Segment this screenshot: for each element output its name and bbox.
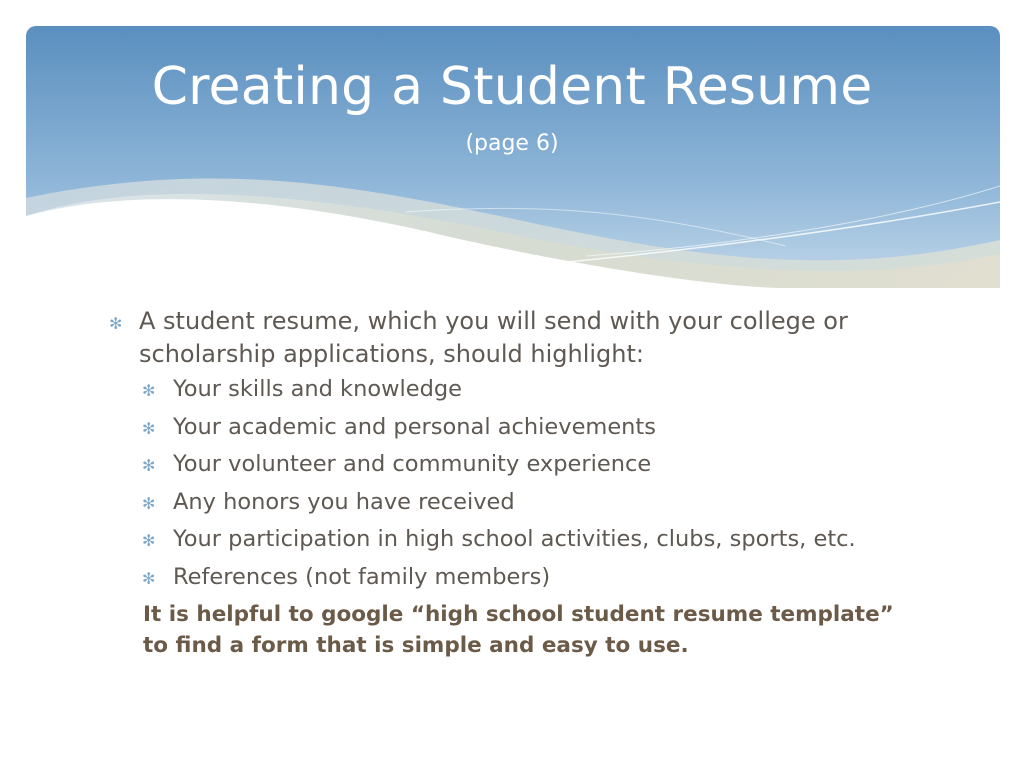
- sub-bullet-text: Your participation in high school activities, clubs, sports, etc.: [173, 526, 856, 552]
- sub-bullet: [105, 409, 935, 447]
- sub-bullet: [105, 559, 935, 597]
- sub-bullet: [105, 484, 935, 522]
- asterisk-bullet-icon: ✻: [142, 531, 156, 550]
- sub-bullet-text: Your volunteer and community experience: [173, 451, 652, 477]
- sub-bullet: [105, 446, 935, 484]
- sub-bullet-text: References (not family members): [173, 563, 551, 590]
- asterisk-bullet-icon: ✻: [142, 418, 156, 438]
- asterisk-bullet-icon: ✻: [109, 314, 123, 333]
- slide-title: Creating a Student Resume: [151, 57, 873, 117]
- asterisk-bullet-icon: ✻: [142, 568, 156, 588]
- slide-subtitle: (page 6): [465, 131, 559, 156]
- tip-note: It is helpful to google “high school student resume template” to find a form that is simple and easy to use.: [143, 602, 894, 658]
- asterisk-bullet-icon: ✻: [142, 493, 156, 513]
- main-bullet-text: A student resume, which you will send with your college or scholarship applications, should highlight:: [139, 307, 848, 368]
- asterisk-bullet-icon: ✻: [142, 381, 156, 400]
- sub-bullet: [105, 521, 935, 559]
- asterisk-bullet-icon: ✻: [142, 456, 156, 475]
- sub-bullet-text: Your academic and personal achievements: [173, 413, 656, 440]
- sub-bullet-text: Your skills and knowledge: [173, 376, 463, 402]
- main-bullet: [105, 305, 935, 371]
- slide-body: [105, 305, 935, 661]
- sub-bullet-text: Any honors you have received: [173, 488, 515, 515]
- sub-bullet: [105, 371, 935, 409]
